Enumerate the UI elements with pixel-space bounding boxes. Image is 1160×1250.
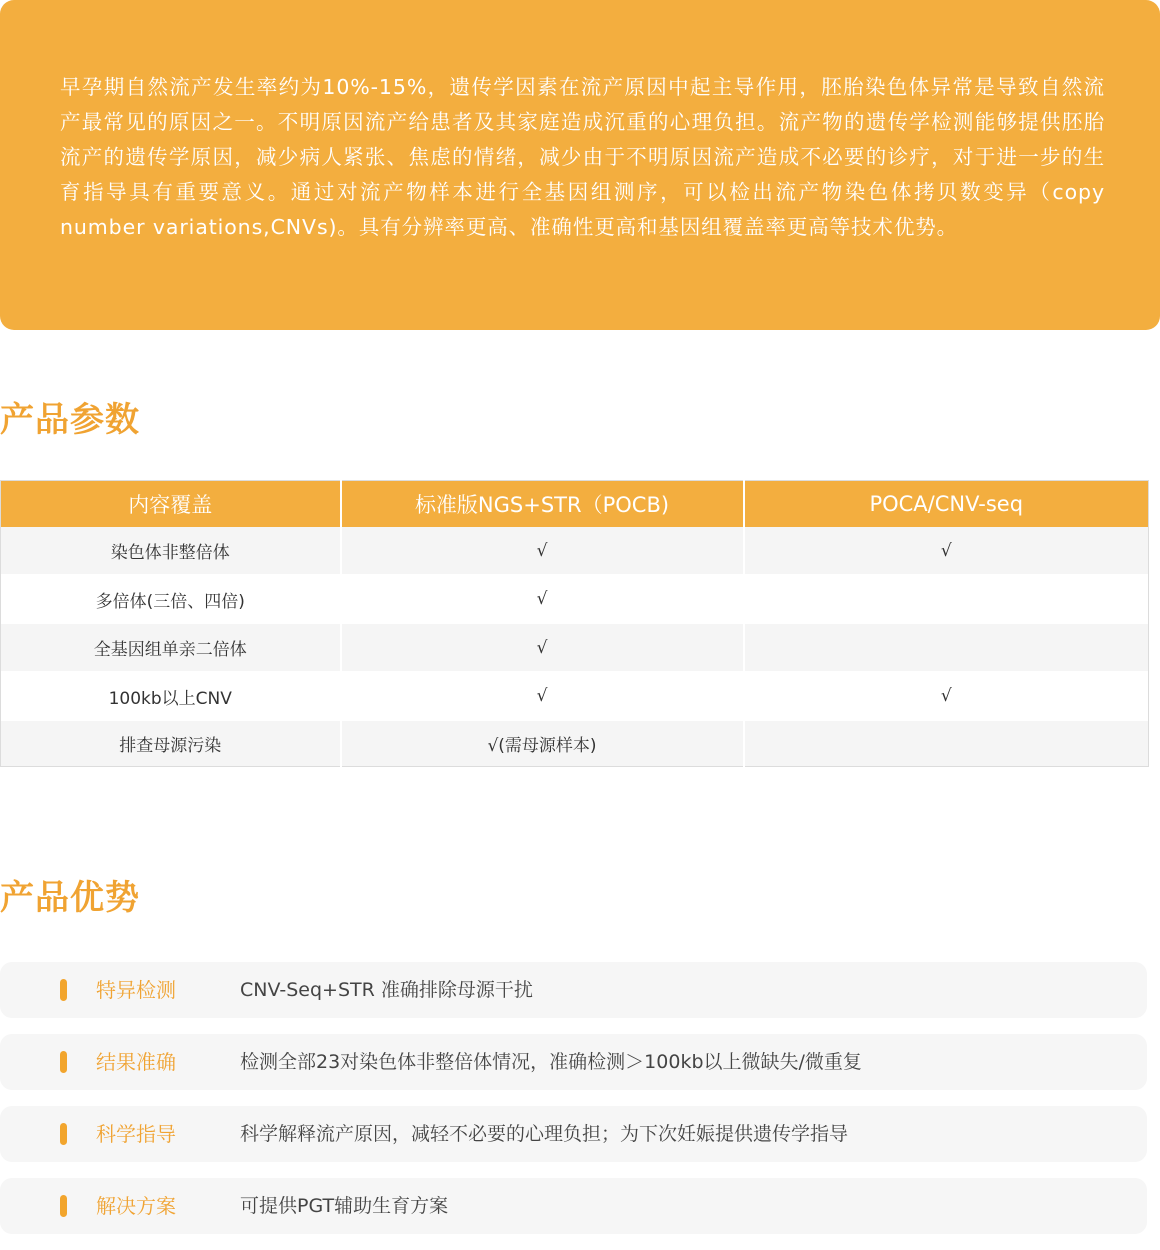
intro-text: 早孕期自然流产发生率约为10%-15%，遗传学因素在流产原因中起主导作用，胚胎染色体异常是导致自然流产最常见的原因之一。不明原因流产给患者及其家庭造成沉重的心理负担。流产物的遗传学检测能够提供胚胎流产的遗传学原因，减少病人紧张、焦虑的情绪，减少由于不明原因流产造成不必要的诊疗，对于进一步的生育指导具有重要意义。通过对流产物样本进行全基因组测序，可以检出流产物染色体拷贝数变异（copy number variations,CNVs)。具有分辨率更高、准确性更高和基因组覆盖率更高等技术优势。 — [60, 75, 1105, 239]
advantage-label: 特异检测 — [96, 978, 176, 1002]
header-standard-ngs-str: 标准版NGS+STR（POCB) — [341, 481, 744, 528]
advantage-item — [0, 1106, 1147, 1162]
row-standard-value: √ — [341, 671, 744, 721]
advantage-label: 结果准确 — [96, 1050, 176, 1074]
advantage-description: 科学解释流产原因，减轻不必要的心理负担；为下次妊娠提供遗传学指导 — [240, 1123, 849, 1145]
intro-box — [0, 0, 1160, 330]
table-row — [1, 721, 1149, 767]
row-poca-value — [744, 721, 1149, 767]
params-section-title: 产品参数 — [0, 400, 140, 440]
advantage-label: 科学指导 — [96, 1122, 176, 1146]
advantages-section-title: 产品优势 — [0, 878, 140, 918]
advantage-description: 检测全部23对染色体非整倍体情况，准确检测＞100kb以上微缺失/微重复 — [240, 1051, 862, 1073]
header-coverage: 内容覆盖 — [1, 481, 341, 528]
row-standard-value: √ — [341, 624, 744, 671]
table-row — [1, 574, 1149, 624]
row-standard-value: √ — [341, 527, 744, 574]
table-header-row — [1, 481, 1149, 528]
row-standard-value: √(需母源样本) — [341, 721, 744, 767]
row-item: 多倍体(三倍、四倍) — [1, 574, 341, 624]
advantage-description: CNV-Seq+STR 准确排除母源干扰 — [240, 979, 533, 1001]
row-poca-value: √ — [744, 671, 1149, 721]
table-row — [1, 527, 1149, 574]
advantage-item — [0, 1034, 1147, 1090]
row-poca-value: √ — [744, 527, 1149, 574]
row-item: 染色体非整倍体 — [1, 527, 341, 574]
advantage-item — [0, 962, 1147, 1018]
accent-bar-icon — [60, 1051, 67, 1073]
params-table — [0, 480, 1149, 767]
row-item: 100kb以上CNV — [1, 671, 341, 721]
header-poca-cnv-seq: POCA/CNV-seq — [744, 481, 1149, 528]
accent-bar-icon — [60, 1195, 67, 1217]
row-item: 全基因组单亲二倍体 — [1, 624, 341, 671]
advantage-description: 可提供PGT辅助生育方案 — [240, 1195, 449, 1217]
advantage-item — [0, 1178, 1147, 1234]
row-standard-value: √ — [341, 574, 744, 624]
row-item: 排查母源污染 — [1, 721, 341, 767]
table-row — [1, 624, 1149, 671]
row-poca-value — [744, 624, 1149, 671]
row-poca-value — [744, 574, 1149, 624]
accent-bar-icon — [60, 1123, 67, 1145]
advantages-list — [0, 962, 1147, 1250]
table-row — [1, 671, 1149, 721]
advantage-label: 解决方案 — [96, 1194, 176, 1218]
accent-bar-icon — [60, 979, 67, 1001]
